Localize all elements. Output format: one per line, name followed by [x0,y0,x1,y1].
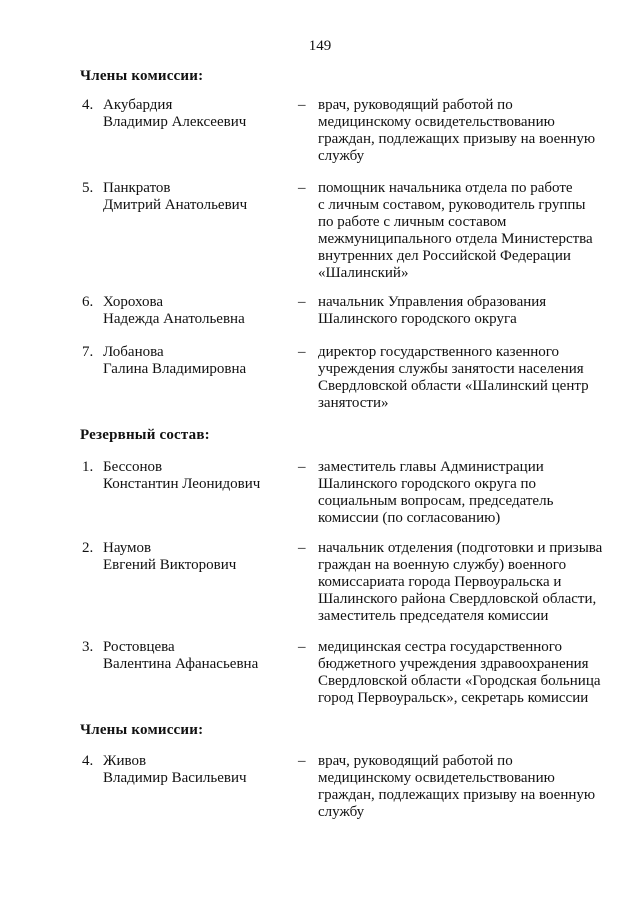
role-line: начальник Управления образования [318,294,547,310]
entry-number: 3. [82,639,94,655]
member-surname: Панкратов [103,180,171,196]
member-given-name: Галина Владимировна [103,361,247,377]
role-line: граждан, подлежащих призыву на военную [318,787,596,803]
entry-number: 7. [82,344,94,360]
role-line: медицинскому освидетельствованию [318,114,555,130]
member-surname: Хорохова [103,294,163,310]
member-given-name: Константин Леонидович [103,476,261,492]
role-line: помощник начальника отдела по работе [318,180,573,196]
entry-dash: – [298,459,306,475]
role-line: Свердловской области «Городская больница [318,673,601,689]
member-name [103,344,246,378]
role-line: «Шалинский» [318,265,409,281]
entry-number: 2. [82,540,94,556]
entry-dash: – [298,344,306,360]
entry-dash: – [298,753,306,769]
role-line: город Первоуральск», секретарь комиссии [318,690,589,706]
member-surname: Лобанова [103,344,164,360]
entry-number: 5. [82,180,94,196]
entry-dash: – [298,639,306,655]
section-heading-members: Члены комиссии: [80,722,204,738]
member-name [103,540,236,574]
member-role [318,753,618,821]
member-surname: Живов [103,753,147,769]
role-line: социальным вопросам, председатель [318,493,554,509]
role-line: заместитель главы Администрации [318,459,544,475]
role-line: заместитель председателя комиссии [318,608,549,624]
member-given-name: Валентина Афанасьевна [103,656,259,672]
role-line: врач, руководящий работой по [318,753,513,769]
member-surname: Ростовцева [103,639,175,655]
member-role [318,459,618,527]
member-role [318,344,618,412]
role-line: комиссариата города Первоуральска и [318,574,562,590]
role-line: внутренних дел Российской Федерации [318,248,571,264]
member-name [103,639,258,673]
section-heading-reserve: Резервный состав: [80,427,210,443]
entry-dash: – [298,180,306,196]
entry-number: 6. [82,294,94,310]
role-line: медицинская сестра государственного [318,639,563,655]
role-line: Свердловской области «Шалинский центр [318,378,589,394]
role-line: с личным составом, руководитель группы [318,197,586,213]
role-line: учреждения службы занятости населения [318,361,584,377]
role-line: занятости» [318,395,389,411]
member-role [318,639,618,707]
member-role [318,540,618,625]
member-name [103,294,245,328]
member-surname: Бессонов [103,459,163,475]
role-line: межмуниципального отдела Министерства [318,231,593,247]
entry-number: 1. [82,459,94,475]
member-name [103,459,260,493]
role-line: начальник отделения (подготовки и призыва [318,540,603,556]
role-line: врач, руководящий работой по [318,97,513,113]
member-given-name: Надежда Анатольевна [103,311,245,327]
member-surname: Наумов [103,540,152,556]
member-role [318,97,618,165]
member-role [318,180,618,282]
member-given-name: Владимир Алексеевич [103,114,247,130]
entry-dash: – [298,294,306,310]
member-name [103,180,247,214]
role-line: Шалинского городского округа [318,311,517,327]
member-surname: Акубардия [103,97,173,113]
entry-dash: – [298,97,306,113]
role-line: по работе с личным составом [318,214,507,230]
role-line: Шалинского района Свердловской области, [318,591,597,607]
role-line: бюджетного учреждения здравоохранения [318,656,589,672]
member-role [318,294,618,328]
role-line: Шалинского городского округа по [318,476,537,492]
member-given-name: Евгений Викторович [103,557,237,573]
role-line: медицинскому освидетельствованию [318,770,555,786]
member-given-name: Владимир Васильевич [103,770,247,786]
page-number: 149 [308,38,332,54]
entry-dash: – [298,540,306,556]
role-line: граждан на военную службу) военного [318,557,567,573]
role-line: службу [318,148,365,164]
entry-number: 4. [82,753,94,769]
section-heading-members: Члены комиссии: [80,68,204,84]
member-name [103,97,246,131]
member-given-name: Дмитрий Анатольевич [103,197,248,213]
role-line: директор государственного казенного [318,344,560,360]
entry-number: 4. [82,97,94,113]
role-line: комиссии (по согласованию) [318,510,501,526]
member-name [103,753,247,787]
role-line: граждан, подлежащих призыву на военную [318,131,596,147]
role-line: службу [318,804,365,820]
